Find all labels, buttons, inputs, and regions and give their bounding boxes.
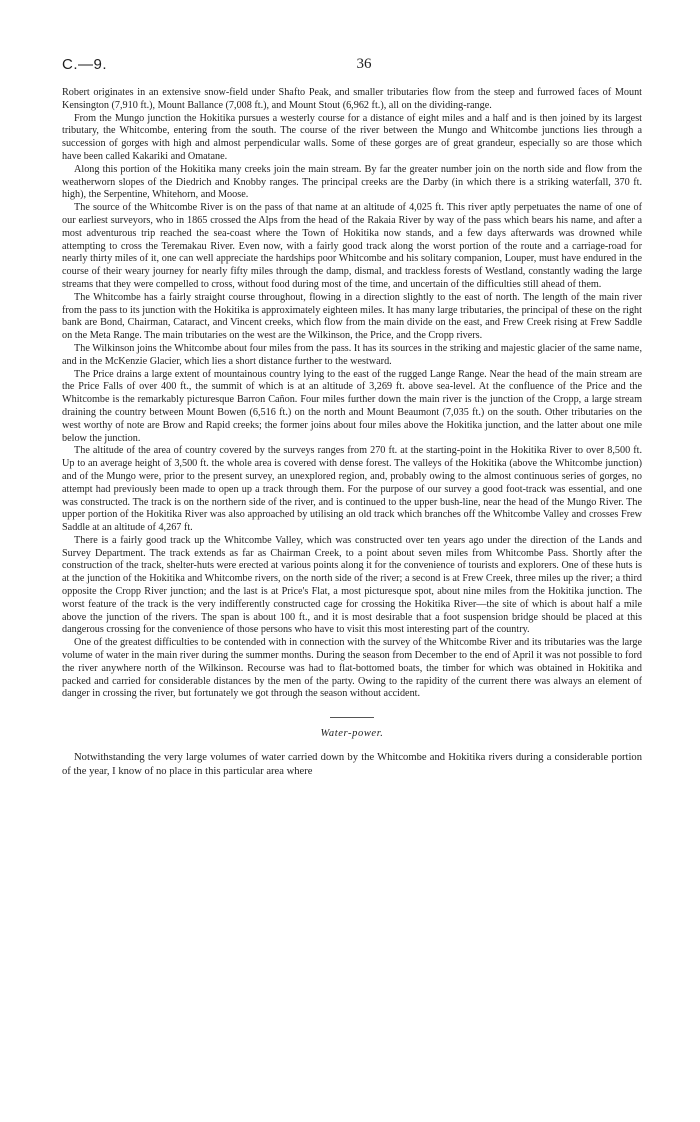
paragraph: From the Mungo junction the Hokitika pursues a westerly course for a distance of eight miles and a half and is then joined by its largest tributary, the Whitcombe, entering from the south. The course of the river between the Mungo and Whitcombe junctions lies through a succession of gorges with high and almost perpendicular walls. Some of these gorges are of great grandeur, especially so are those which have been called Kakariki and Omatane. [62, 112, 642, 162]
paragraph-continued: Robert originates in an extensive snow-field under Shafto Peak, and smaller tributaries flow from the steep and furrowed faces of Mount Kensington (7,910 ft.), Mount Ballance (7,008 ft.), and Mount Stout (6,962 ft.), all on the dividing-range. [62, 87, 642, 111]
paragraph: There is a fairly good track up the Whitcombe Valley, which was constructed over ten years ago under the direction of the Lands and Survey Department. The track extends as far as Chairman Creek, to a point about seven miles from Whitcombe Pass. Shortly after the construction of the track, shelter-huts were erected at various points along it for the convenience of tourists and explorers. One of these huts is at the junction of the Hokitika and Whitcombe rivers, on the north side of the river; a second is at Frew Creek, three miles up the river; a third opposite the Cropp River junction; and the last is at Price's Flat, a most picturesque spot, about nine miles from the Hokitika junction. The worst feature of the track is the very indifferently constructed cage for crossing the Hokitika River—the site of which is about half a mile above the junction of the rivers. The span is about 100 ft., and it is most desirable that a foot suspension bridge should be placed at this dangerous crossing for the convenience of those persons who have to visit this most interesting part of the country. [62, 534, 642, 636]
paragraph: The Whitcombe has a fairly straight course throughout, flowing in a direction slightly to the east of north. The length of the main river from the pass to its junction with the Hokitika is approximately eighteen miles. It has many large tributaries, the principal of these on the right bank are Bond, Chairman, Cataract, and Vincent creeks, which flow from the main divide on the east, and Frew Creek rising at Frew Saddle on the Meta Range. The main tributaries on the west are the Wilkinson, the Price, and the Cropp rivers. [62, 291, 642, 342]
section-heading: Water-power. [320, 728, 384, 740]
report-id: C.—9. [62, 56, 108, 73]
paragraph: The altitude of the area of country covered by the surveys ranges from 270 ft. at the starting-point in the Hokitika River to over 8,500 ft. Up to an average height of 3,500 ft. the whole area is covered with dense forest. The valleys of the Hokitika (above the Whitcombe junction) and of the Mungo were, prior to the present survey, an unexplored region, and, probably owing to the almost continuous series of gorges, no attempt had previously been made to open up a track through them. For the purpose of our survey a good foot-track was essential, and one was constructed. The track is on the northern side of the river, and is continued to the upper bush-line, near the head of the Mungo River. The upper portion of the Hokitika River was also approached by utilising an old track which branches off the Whitcombe Valley and crosses Frew Saddle at an altitude of 4,267 ft. [62, 445, 642, 534]
page-number: 36 [356, 56, 372, 72]
section-divider [330, 717, 374, 718]
paragraph: Along this portion of the Hokitika many creeks join the main stream. By far the greater number join on the north side and flow from the weatherworn slopes of the Diedrich and Knobby ranges. The principal creeks are the Darby (in which there is a striking waterfall, 370 ft. high), the Serpentine, Whitehorn, and Moose. [62, 163, 642, 201]
paragraph: One of the greatest difficulties to be contended with in connection with the survey of the Whitcombe River and its tributaries was the large volume of water in the main river during the summer months. During the season from December to the end of April it was not possible to ford the river anywhere north of the Wilkinson. Recourse was had to flat-bottomed boats, the timber for which was obtained in Hokitika and packed and carried for considerable distances by the men of the party. Owing to the rapidity of the current there was always an element of danger in crossing the river, but fortunately we got through the season without accident. [62, 637, 642, 700]
page-header [62, 56, 644, 76]
paragraph: The Wilkinson joins the Whitcombe about four miles from the pass. It has its sources in the striking and majestic glacier of the same name, and in the McKenzie Glacier, which lies a short distance further to the westward. [62, 342, 642, 367]
body-text [62, 87, 642, 778]
section-body [62, 751, 642, 778]
paragraph: Notwithstanding the very large volumes of water carried down by the Whitcombe and Hokitika rivers during a considerable portion of the year, I know of no place in this particular area where [62, 752, 642, 777]
paragraph: The source of the Whitcombe River is on the pass of that name at an altitude of 4,025 ft. This river aptly perpetuates the name of one of our earliest surveyors, who in 1865 crossed the Alps from the head of the Rakaia River by way of the pass which bears his name, and after a most adventurous trip reached the sea-coast where the Town of Hokitika now stands, and a few days afterwards was drowned while attempting to cross the Teremakau River. Even now, with a fairly good track along the worst portion of the route and a carriage-road for nearly thirty miles of it, one can well appreciate the hardships poor Whitcombe and his solitary companion, Louper, must have endured in the course of their weary journey for nearly fifty miles through the damp, dismal, and trackless forests of Westland, constantly wading the large streams that they were compelled to cross, without food during most of the time, and uncertain of the difficulties still ahead of them. [62, 202, 642, 290]
paragraph: The Price drains a large extent of mountainous country lying to the east of the rugged Lange Range. Near the head of the main stream are the Price Falls of over 400 ft., the summit of which is at an altitude of 3,269 ft. above sea-level. At the confluence of the Price and the Whitcombe is the remarkably picturesque Barron Cañon. Four miles further down the main river is the junction of the Cropp, a large stream draining the country between Mount Bowen (6,516 ft.) on the north and Mount Beaumont (7,035 ft.) on the south. Other tributaries on the west worthy of note are Brow and Rapid creeks; the former joins about four miles above the Hokitika junction, and the latter about one mile below the junction. [62, 368, 642, 444]
